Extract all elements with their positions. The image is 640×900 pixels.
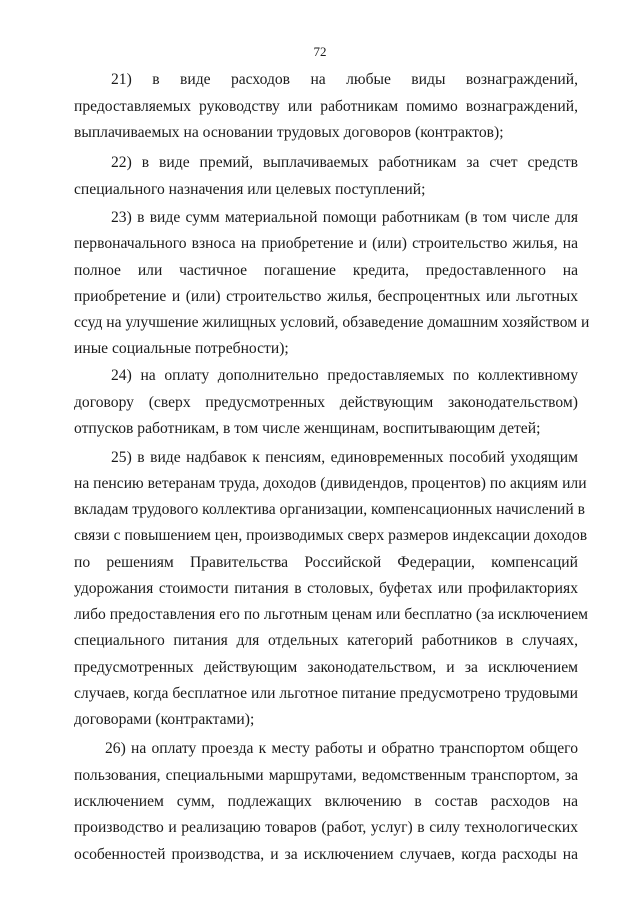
list-item-line: договору (сверх предусмотренных действующим законодательством) bbox=[74, 394, 578, 411]
list-item-line: договорами (контрактами); bbox=[74, 711, 255, 728]
list-item-line: выплачиваемых на основании трудовых договоров (контрактов); bbox=[74, 124, 504, 141]
item-text: на оплату проезда к месту работы и обратно транспортом общего bbox=[131, 740, 578, 757]
item-number: 24) bbox=[111, 367, 132, 384]
item-number: 22) bbox=[111, 154, 132, 171]
item-text: в виде премий, выплачиваемых работникам за счет средств bbox=[141, 154, 578, 171]
list-item-line: специального питания для отдельных категорий работников в случаях, bbox=[74, 632, 578, 649]
item-text: в виде расходов на любые виды вознаграждений, bbox=[152, 71, 578, 88]
list-item-line bbox=[111, 70, 578, 90]
list-item-line: производство и реализацию товаров (работ, услуг) в силу технологических bbox=[74, 819, 578, 836]
list-item-line: особенностей производства, и за исключением случаев, когда расходы на bbox=[74, 846, 578, 863]
item-number: 26) bbox=[105, 740, 126, 757]
item-text: в виде надбавок к пенсиям, единовременных пособий уходящим bbox=[137, 449, 578, 466]
list-item-line: первоначального взноса на приобретение и (или) строительство жилья, на bbox=[74, 235, 578, 252]
list-item-line: удорожания стоимости питания в столовых, буфетах или профилакториях bbox=[74, 580, 578, 597]
list-item-line: либо предоставления его по льготным ценам или бесплатно (за исключением bbox=[74, 606, 588, 623]
list-item-line: пользования, специальными маршрутами, ведомственным транспортом, за bbox=[74, 767, 578, 784]
list-item-line: случаев, когда бесплатное или льготное питание предусмотрено трудовыми bbox=[74, 685, 578, 702]
item-text: на оплату дополнительно предоставляемых по коллективному bbox=[140, 367, 579, 384]
item-number: 23) bbox=[111, 209, 132, 226]
list-item-line bbox=[111, 448, 578, 468]
list-item-line: на пенсию ветеранам труда, доходов (дивидендов, процентов) по акциям или bbox=[74, 475, 587, 492]
list-item-line: специального назначения или целевых поступлений; bbox=[74, 181, 426, 198]
list-item-line bbox=[111, 366, 578, 386]
item-number: 21) bbox=[111, 71, 132, 88]
list-item-line: предусмотренных действующим законодательством, и за исключением bbox=[74, 659, 578, 676]
list-item-line: связи с повышением цен, производимых сверх размеров индексации доходов bbox=[74, 527, 588, 544]
list-item-line: исключением сумм, подлежащих включению в состав расходов на bbox=[74, 793, 578, 810]
list-item-line bbox=[111, 153, 578, 173]
list-item-line bbox=[105, 739, 578, 759]
list-item-line: иные социальные потребности); bbox=[74, 340, 289, 357]
page-number: 72 bbox=[313, 44, 327, 59]
item-text: в виде сумм материальной помощи работникам (в том числе для bbox=[137, 209, 578, 226]
list-item-line: предоставляемых руководству или работникам помимо вознаграждений, bbox=[74, 98, 578, 115]
list-item-line: ссуд на улучшение жилищных условий, обзаведение домашним хозяйством и bbox=[74, 314, 590, 331]
list-item-line: по решениям Правительства Российской Федерации, компенсаций bbox=[74, 554, 578, 571]
list-item-line: вкладам трудового коллектива организации, компенсационных начислений в bbox=[74, 501, 585, 518]
list-item-line: отпусков работникам, в том числе женщинам, воспитывающим детей; bbox=[74, 420, 541, 437]
list-item-line: полное или частичное погашение кредита, предоставленного на bbox=[74, 262, 578, 279]
list-item-line: приобретение и (или) строительство жилья, беспроцентных или льготных bbox=[74, 288, 578, 305]
item-number: 25) bbox=[111, 449, 132, 466]
list-item-line bbox=[111, 208, 578, 228]
